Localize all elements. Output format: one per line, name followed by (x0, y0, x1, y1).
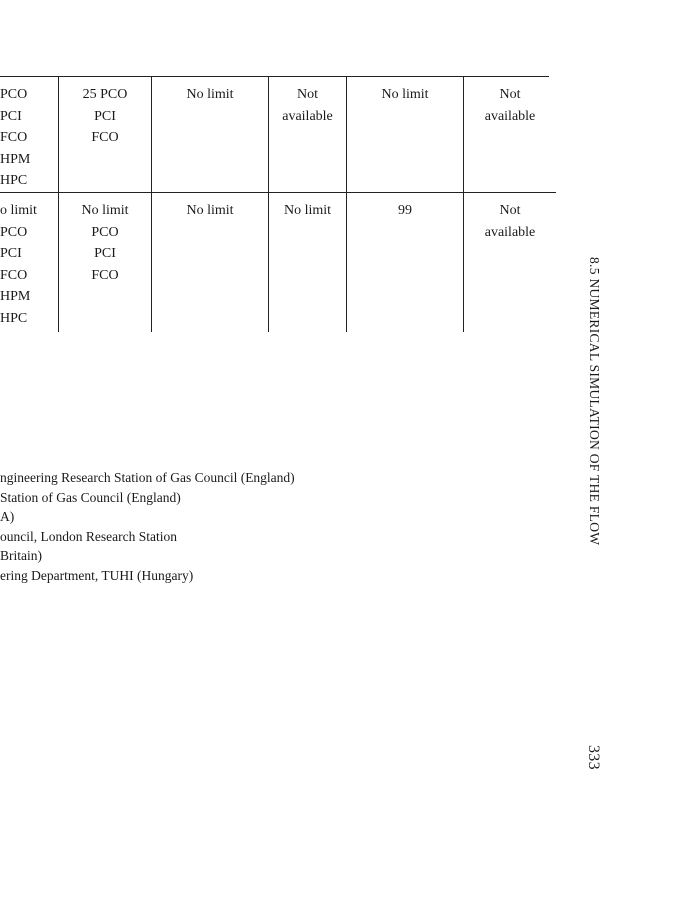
cell-line: FCO (0, 267, 28, 283)
table-cell (59, 200, 151, 286)
cell-line: PCO (91, 224, 119, 240)
table-cell (347, 200, 463, 222)
table-cell (347, 84, 463, 106)
cell-line: No limit (81, 203, 129, 218)
table-cell (0, 84, 55, 192)
cell-line: No limit (283, 203, 332, 218)
cell-line: Not (499, 87, 521, 102)
footnote-line: Britain) (0, 548, 42, 563)
running-head-title: 8.5 NUMERICAL SIMULATION OF THE FLOW (587, 257, 602, 546)
cell-line: No limit (381, 87, 429, 102)
cell-line: o limit (0, 203, 37, 218)
table-top-rule (0, 76, 549, 77)
table-cell (0, 200, 55, 329)
cell-line: No limit (186, 87, 234, 102)
cell-line: HPM (0, 289, 31, 304)
cell-line: available (282, 108, 333, 124)
table-row-divider (0, 192, 556, 193)
cell-line: No limit (186, 203, 234, 218)
cell-line: available (484, 108, 536, 124)
cell-line: PCI (0, 108, 22, 124)
footnote-line: A) (0, 509, 15, 524)
cell-line: PCO (0, 224, 28, 240)
cell-line: Not (499, 203, 521, 218)
cell-line: FCO (91, 130, 119, 145)
page-number: 333 (585, 745, 602, 770)
cell-line: PCI (0, 246, 22, 261)
table-cell (269, 84, 346, 127)
footnote-line: Station of Gas Council (England) (0, 490, 181, 505)
footnote-line: ngineering Research Station of Gas Council (England) (0, 470, 295, 485)
cell-line: 99 (398, 203, 412, 218)
cell-line: available (484, 224, 536, 240)
cell-line: PCI (94, 108, 116, 124)
cell-line: 25 PCO (82, 87, 128, 102)
table-cell (269, 200, 346, 222)
cell-line: PCO (0, 87, 28, 102)
cell-line: FCO (0, 130, 28, 145)
cell-line: HPC (0, 173, 28, 188)
cell-line: PCI (94, 246, 116, 261)
table-cell (152, 84, 268, 106)
cell-line: Not (297, 87, 318, 102)
table-cell (464, 84, 556, 127)
footnote-line: ering Department, TUHI (Hungary) (0, 568, 194, 583)
cell-line: FCO (91, 267, 119, 283)
cell-line: HPC (0, 310, 28, 326)
table-cell (152, 200, 268, 222)
cell-line: HPM (0, 151, 31, 167)
footnote-line: ouncil, London Research Station (0, 529, 177, 544)
table-cell (59, 84, 151, 149)
table-cell (464, 200, 556, 243)
